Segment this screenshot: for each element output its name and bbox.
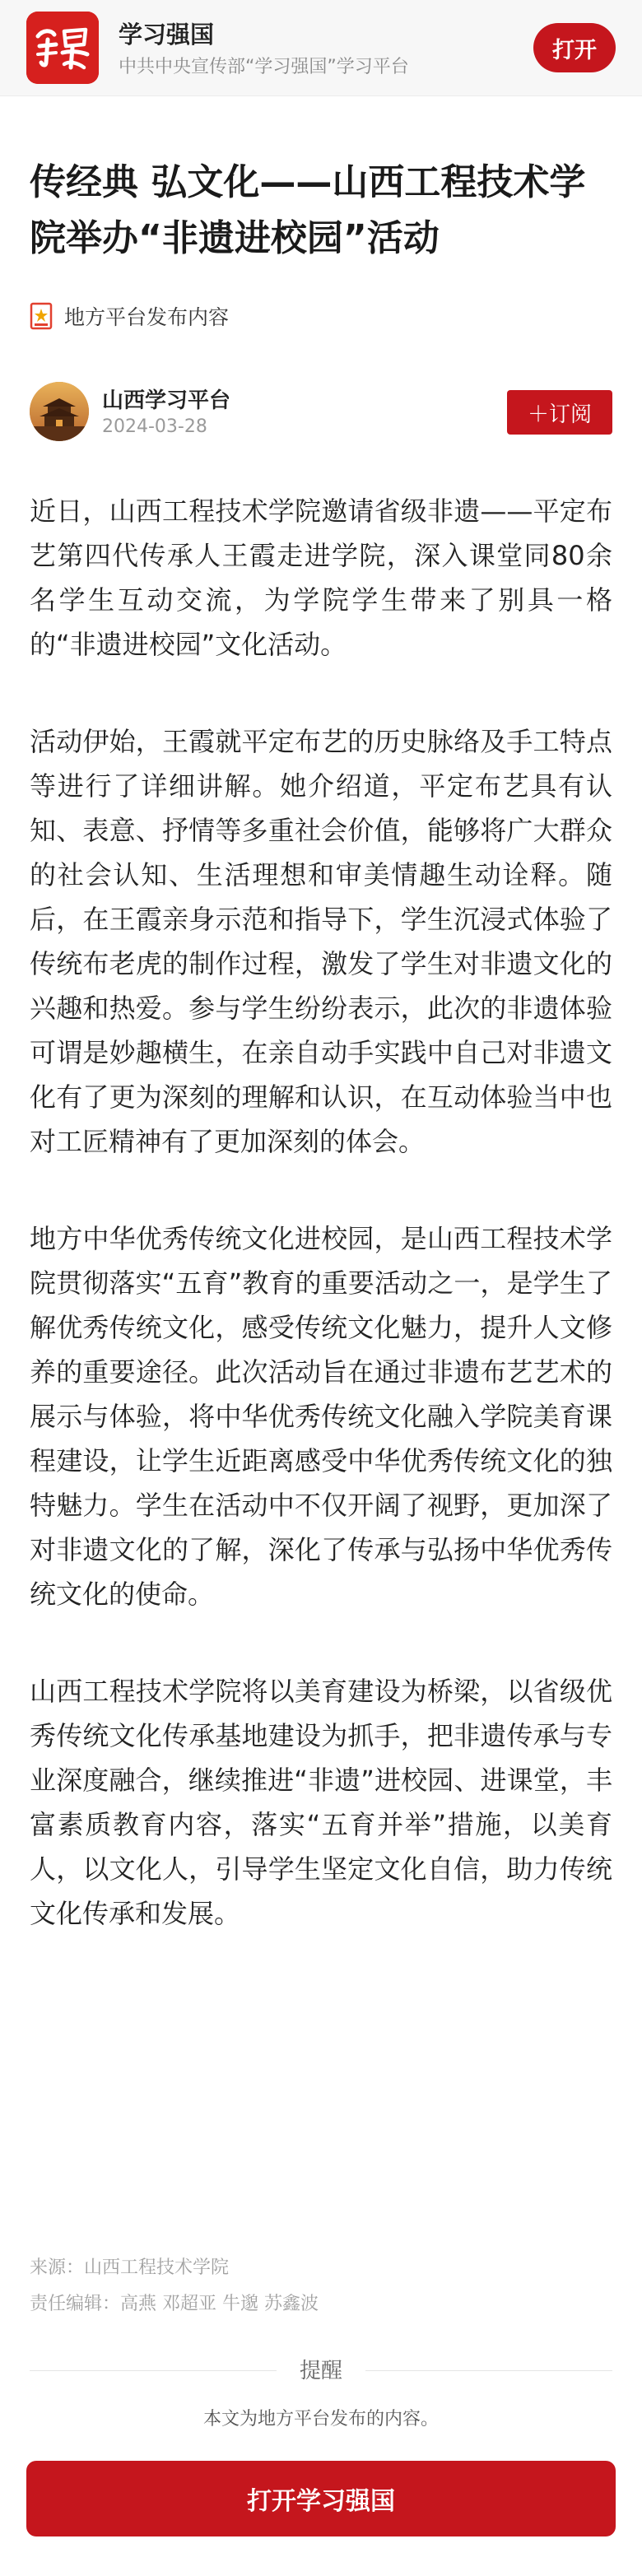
subscribe-button[interactable]: ＋订阅 [507, 390, 612, 435]
xuexi-logo-icon[interactable] [26, 12, 99, 84]
app-name: 学习强国 [119, 21, 215, 49]
article-source: 来源：山西工程技术学院 [30, 2257, 230, 2278]
author-row [30, 380, 612, 443]
article-paragraph: 山西工程技术学院将以美育建设为桥梁，以省级优秀传统文化传承基地建设为抓手，把非遗传承与专业深度融合，继续推进“非遗”进校园、进课堂，丰富素质教育内容，落实“五育并举”措施，以美育人，以文化人，引导学生坚定文化自信，助力传统文化传承和发展。 [30, 1676, 612, 1929]
article-body [30, 489, 612, 1936]
local-platform-icon [30, 302, 53, 330]
author-name[interactable]: 山西学习平台 [102, 388, 231, 413]
pavilion-avatar[interactable] [30, 382, 89, 441]
app-subtitle: 中共中央宣传部“学习强国”学习平台 [119, 57, 409, 77]
publish-date: 2024-03-28 [102, 416, 207, 437]
open-xuexi-app-button[interactable]: 打开学习强国 [26, 2461, 616, 2536]
article-title: 传经典 弘文化——山西工程技术学院举办“非遗进校园”活动 [30, 161, 586, 259]
source-row [30, 300, 229, 332]
article-paragraph: 活动伊始，王霞就平定布艺的历史脉络及手工特点等进行了详细讲解。她介绍道，平定布艺具有认知、表意、抒情等多重社会价值，能够将广大群众的社会认知、生活理想和审美情趣生动诠释。随后，在王霞亲身示范和指导下，学生沉浸式体验了传统布老虎的制作过程，激发了学生对非遗文化的兴趣和热爱。参与学生纷纷表示，此次的非遗体验可谓是妙趣横生，在亲自动手实践中自己对非遗文化有了更为深刻的理解和认识，在互动体验当中也对工匠精神有了更加深刻的体会。 [30, 726, 612, 1157]
app-banner [0, 0, 642, 96]
open-app-button[interactable]: 打开 [533, 23, 616, 72]
article-paragraph: 近日，山西工程技术学院邀请省级非遗——平定布艺第四代传承人王霞走进学院，深入课堂同80余名学生互动交流，为学院学生带来了别具一格的“非遗进校园”文化活动。 [30, 495, 612, 660]
notice-title: 提醒 [299, 2359, 342, 2383]
notice-divider [30, 2354, 612, 2387]
source-label: 地方平台发布内容 [64, 305, 230, 329]
notice-text: 本文为地方平台发布的内容。 [202, 2409, 439, 2430]
responsible-editors: 责任编辑：高燕 邓超亚 牛邈 苏鑫波 [30, 2294, 319, 2314]
article-paragraph: 地方中华优秀传统文化进校园，是山西工程技术学院贯彻落实“五育”教育的重要活动之一，是学生了解优秀传统文化，感受传统文化魅力，提升人文修养的重要途径。此次活动旨在通过非遗布艺艺术的展示与体验，将中华优秀传统文化融入学院美育课程建设，让学生近距离感受中华优秀传统文化的独特魅力。学生在活动中不仅开阔了视野，更加深了对非遗文化的了解，深化了传承与弘扬中华优秀传统文化的使命。 [30, 1223, 612, 1610]
divider-line-right [365, 2370, 612, 2371]
